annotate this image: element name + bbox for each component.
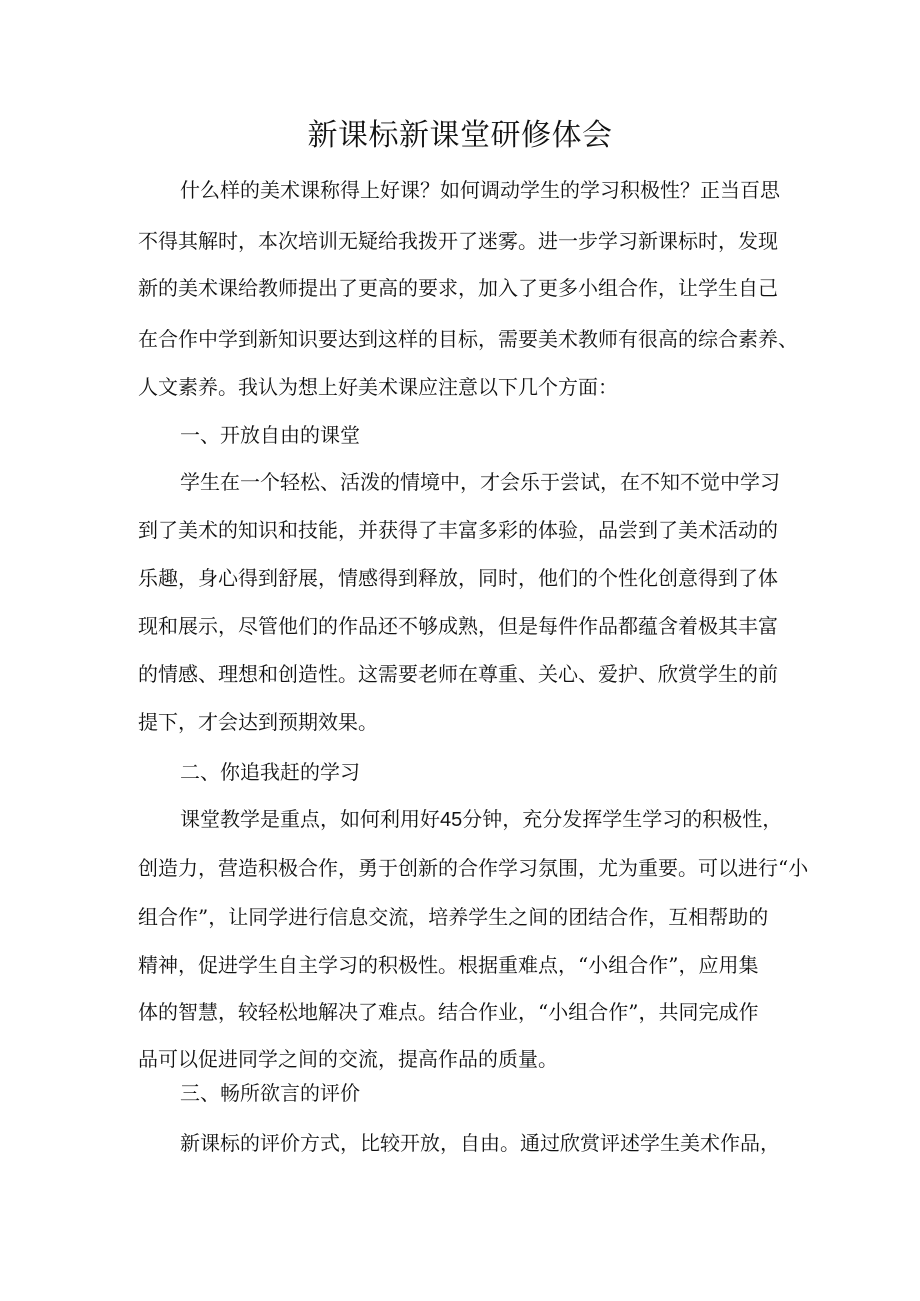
paragraph-line: 在合作中学到新知识要达到这样的目标，需要美术教师有很高的综合素养、 <box>138 327 798 351</box>
paragraph-line: 乐趣，身心得到舒展，情感得到释放，同时，他们的个性化创意得到了体 <box>138 566 778 590</box>
paragraph-line: 的情感、理想和创造性。这需要老师在尊重、关心、爱护、欣赏学生的前 <box>138 662 778 686</box>
paragraph-line: 创造力，营造积极合作，勇于创新的合作学习氛围，尤为重要。可以进行“小 <box>138 856 809 880</box>
paragraph-line: 人文素养。我认为想上好美术课应注意以下几个方面： <box>138 375 618 399</box>
paragraph-line: 新课标的评价方式，比较开放，自由。通过欣赏评述学生美术作品， <box>180 1131 780 1155</box>
section-heading-2: 二、你追我赶的学习 <box>180 760 360 784</box>
section-heading-3: 三、畅所欲言的评价 <box>180 1081 360 1105</box>
section-heading-1: 一、开放自由的课堂 <box>180 423 360 447</box>
paragraph-line: 提下，才会达到预期效果。 <box>138 710 378 734</box>
document-title: 新课标新课堂研修体会 <box>307 118 613 153</box>
paragraph-line: 不得其解时，本次培训无疑给我拨开了迷雾。进一步学习新课标时，发现 <box>138 229 778 253</box>
paragraph-line: 现和展示，尽管他们的作品还不够成熟，但是每件作品都蕴含着极其丰富 <box>138 614 778 638</box>
paragraph-line: 精神，促进学生自主学习的积极性。根据重难点，“小组合作”，应用集 <box>138 953 759 977</box>
paragraph-line: 到了美术的知识和技能，并获得了丰富多彩的体验，品尝到了美术活动的 <box>138 518 778 542</box>
paragraph-line: 品可以促进同学之间的交流，提高作品的质量。 <box>138 1047 558 1071</box>
paragraph-text-segment: 分钟，充分发挥学生学习的积极性， <box>462 807 783 831</box>
paragraph-line: 组合作”，让同学进行信息交流，培养学生之间的团结合作，互相帮助的 <box>138 905 769 929</box>
paragraph-line: 新的美术课给教师提出了更高的要求，加入了更多小组合作，让学生自己 <box>138 276 778 300</box>
minutes-number: 45 <box>440 809 463 831</box>
paragraph-text-segment: 课堂教学是重点，如何利用好 <box>180 807 440 831</box>
paragraph-line: 学生在一个轻松、活泼的情境中，才会乐于尝试，在不知不觉中学习 <box>180 470 780 494</box>
paragraph-line-with-number <box>180 805 782 834</box>
paragraph-line: 什么样的美术课称得上好课？如何调动学生的学习积极性？正当百思 <box>180 178 780 202</box>
paragraph-line: 体的智慧，较轻松地解决了难点。结合作业，“小组合作”，共同完成作 <box>138 1000 759 1024</box>
